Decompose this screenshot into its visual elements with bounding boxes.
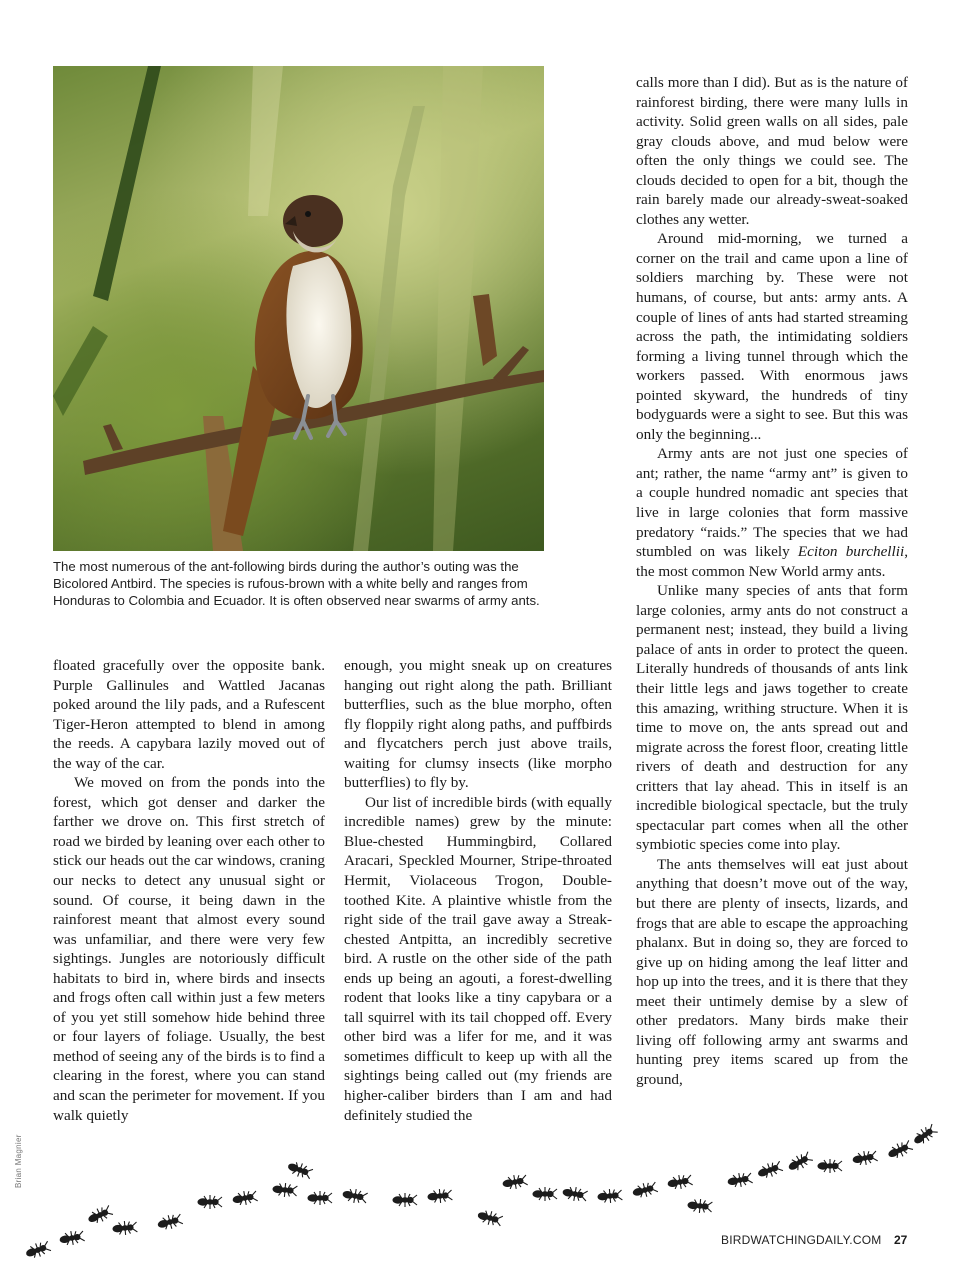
- paragraph: Around mid-morning, we turned a corner on the trail and came upon a line of soldiers marching by. These were not humans, of course, but ants: army ants. A couple of lines of ants had started streaming across the path, the intimidating soldiers forming a living tunnel through which the workers passed. With enormous jaws pointed skyward, the hundreds of tiny bodyguards were a sight to see. But this was only the beginning...: [636, 230, 908, 443]
- ant-icon: [232, 1189, 258, 1207]
- text-column-1: [53, 656, 325, 1125]
- ant-icon: [502, 1173, 528, 1191]
- text-column-3: [636, 73, 908, 1089]
- photo-caption: The most numerous of the ant-following birds during the author’s outing was the Bicolored Antbird. The species is rufous-brown with a white belly and ranges from Honduras to Colombia and Ecuador. It is often observed near swarms of army ants.: [53, 559, 540, 608]
- ant-icon: [477, 1208, 504, 1228]
- paragraph: enough, you might sneak up on creatures hanging out right along the path. Brilliant butterflies, such as the blue morpho, often fly floppily right along paths, and puffbirds and flycatchers perch just above trails, waiting for clumsy insects (like morpho butterflies) to fly by.: [344, 657, 612, 792]
- ant-icon: [727, 1171, 753, 1189]
- ant-icon: [533, 1187, 557, 1201]
- species-name: Eciton burchellii: [797, 543, 905, 561]
- antbird-photo: [53, 66, 544, 551]
- antbird-illustration: [53, 66, 544, 551]
- paragraph: [636, 444, 908, 581]
- paragraph: Unlike many species of ants that form large colonies, army ants do not construct a permanent nest; instead, they build a living palace of ants in order to protect the queen. Literally hundreds of thousands of ants link their little legs and jaws together to create this amazing, writhing structure. When it is time to move on, the ants spread out and migrate across the forest floor, creating little rivers of death and destruction for any critters that lay ahead. This in itself is an incredible biological spectacle, but the truly spectacular part comes when all the other symbiotic species come into play.: [636, 582, 908, 854]
- ant-icon: [198, 1195, 222, 1209]
- page-number: 27: [894, 1233, 908, 1247]
- ant-icon: [786, 1150, 814, 1174]
- ant-icon: [112, 1220, 137, 1236]
- ant-icon: [393, 1193, 417, 1207]
- ant-trail: [0, 1110, 961, 1280]
- ant-icon: [342, 1187, 368, 1205]
- ant-icon: [59, 1229, 85, 1247]
- paragraph: We moved on from the ponds into the forest, which got denser and darker the farther we drove on. This first stretch of road we birded by leaning over each other to stick our heads out the car windows, craning our necks to detect any unusual sight or sound. Of course, it being dawn in the rainforest meant that almost every sound was unfamiliar, and there were very few sightings. Jungles are notoriously difficult habitats to bird in, where birds and insects and frogs often call within just a few meters of you yet still somehow hide behind three or four layers of foliage. Usually, the best method of seeing any of the birds is to find a clearing in the forest, where you can stand and scan the perimeter for movement. If you walk quietly: [53, 774, 325, 1124]
- ant-icon: [911, 1122, 939, 1147]
- ant-icon: [286, 1159, 313, 1180]
- ant-icon: [597, 1188, 622, 1204]
- ant-icon: [427, 1188, 452, 1204]
- paragraph-text: Army ants are not just one species of ant; rather, the name “army ant” is given to a couple hundred nomadic ant species that live in large colonies that form massive predatory “raids.” The species that we had stumbled on was likely: [636, 445, 908, 561]
- paragraph: calls more than I did). But as is the nature of rainforest birding, there were many lulls in activity. Solid green walls on all sides, pale gray clouds above, and mud below were often the only things we could see. The clouds decided to open for a bit, though the rain barely made our already-sweat-soaked clothes any wetter.: [636, 74, 908, 228]
- ant-icon: [272, 1182, 297, 1198]
- paragraph: Our list of incredible birds (with equally incredible names) grew by the minute: Blue-chested Hummingbird, Collared Aracari, Speckled Mourner, Stripe-throated Hermit, Violaceous Trogon, Double-toothed Kite. A plaintive whistle from the right side of the trail gave away a Streak-chested Antpitta, an incredibly secretive bird. A rustle on the other side of the path ends up being an agouti, a forest-dwelling rodent that looks like a tiny capybara or a tall squirrel with its tail chopped off. Every other bird was a lifer for me, and it was sometimes difficult to keep up with all the sightings being called out (my friends are higher-caliber birders than I am and had definitely studied the: [344, 793, 612, 1124]
- ant-icon: [818, 1159, 842, 1173]
- ant-icon: [157, 1212, 184, 1232]
- ant-icon: [562, 1185, 588, 1203]
- paragraph: The ants themselves will eat just about anything that doesn’t move out of the way, but there are plenty of insects, lizards, and frogs that are able to escape the approaching phalanx. But in doing so, they are forced to give up on hiding among the leaf litter and hop up into the trees, and it is there that they meet their untimely demise by a slew of other predators. Many birds make their living off following army ant swarms and hunting prey items scared up from the ground,: [636, 855, 908, 1088]
- website-url: BIRDWATCHINGDAILY.COM: [721, 1233, 882, 1247]
- ant-icon: [852, 1149, 878, 1167]
- photo-credit: Brian Magnier: [14, 1134, 23, 1188]
- ant-icon: [632, 1180, 659, 1200]
- ant-icon: [687, 1198, 712, 1214]
- ant-icon: [24, 1239, 51, 1260]
- ant-icon: [308, 1191, 332, 1205]
- ant-icon: [667, 1173, 693, 1191]
- paragraph: floated gracefully over the opposite bank. Purple Gallinules and Wattled Jacanas poked around the lily pads, and a Rufescent Tiger-Heron attempted to blend in among the reeds. A capybara lazily moved out of the way of the car.: [53, 657, 325, 772]
- ant-icon: [86, 1204, 114, 1227]
- text-column-2: [344, 656, 612, 1125]
- paragraph-text: , the most common New World army ants.: [636, 543, 908, 580]
- ant-icon: [886, 1139, 914, 1162]
- ant-icon: [756, 1159, 783, 1180]
